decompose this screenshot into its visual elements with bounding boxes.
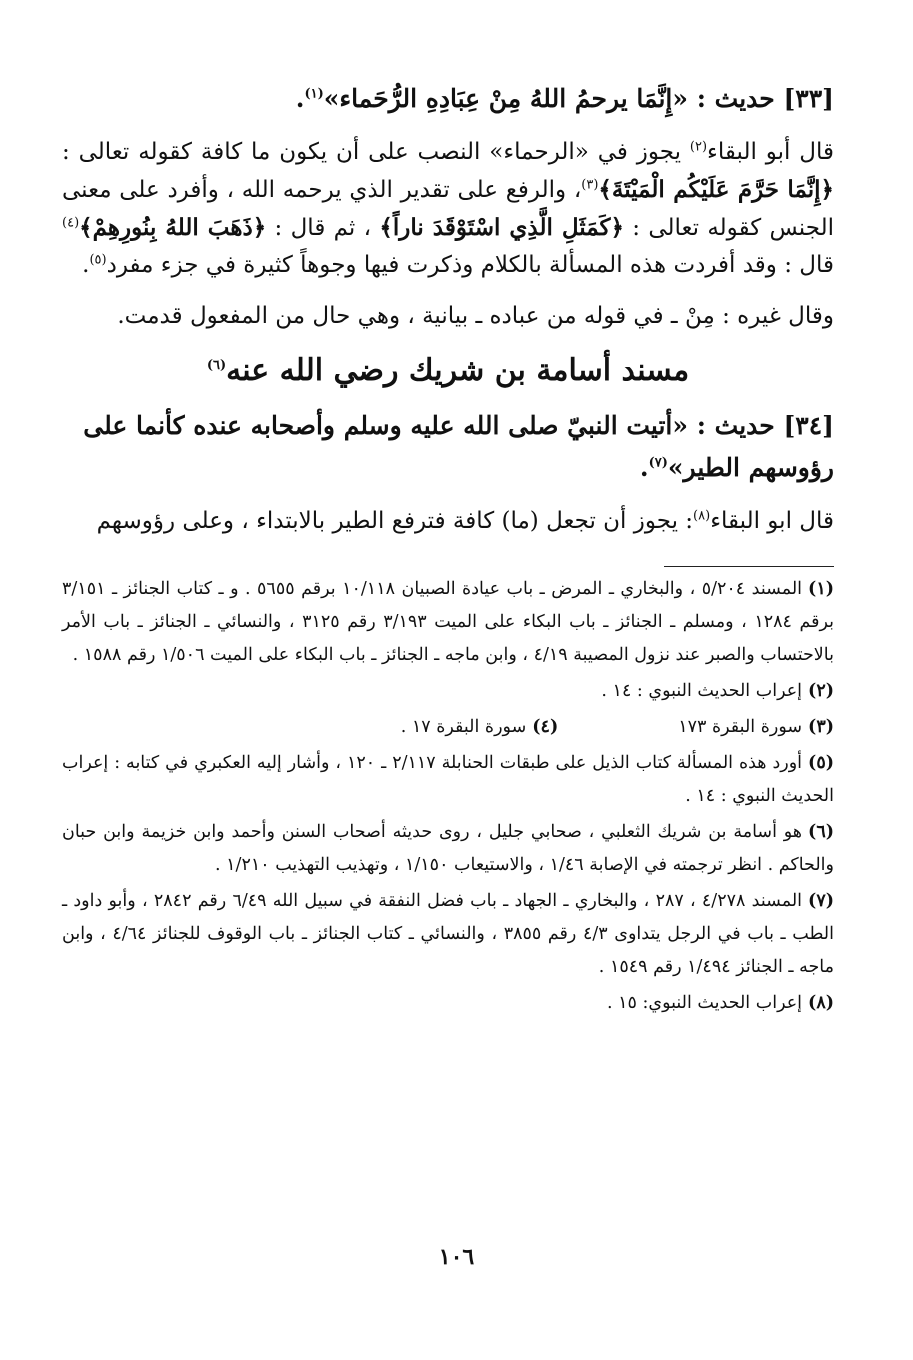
footnote-ref: (٥): [89, 252, 107, 268]
quran-verse: ﴿إِنَّمَا حَرَّمَ عَلَيْكُم الْمَيْتَةَ﴾: [598, 176, 835, 203]
hadith-label: حديث :: [696, 84, 775, 113]
quran-verse: ﴿كَمَثَلِ الَّذِي اسْتَوْقَدَ ناراً﴾: [379, 214, 624, 241]
page-number: ١٠٦: [438, 1244, 475, 1270]
footnote-ref: (٦): [206, 358, 227, 373]
footnote-row-3-4: [62, 711, 834, 744]
hadith-label: حديث :: [696, 411, 775, 440]
hadith-text: «أتيت النبيّ صلى الله عليه وسلم وأصحابه عنده كأنما على رؤوسهم الطير»: [83, 411, 834, 482]
hadith-34: [٣٤] حديث : «أتيت النبيّ صلى الله عليه وسلم وأصحابه عنده كأنما على رؤوسهم الطير»$^{(٧)}$.: [83, 411, 834, 482]
footnote-4: (٤)سورة البقرة ١٧ .: [400, 717, 559, 737]
footnote-8: (٨)إعراب الحديث النبوي: ١٥ .: [606, 993, 834, 1013]
footnote-6: (٦)هو أسامة بن شريك الثعلبي ، صحابي جليل ، روى حديثه أصحاب السنن وأحمد وابن خزيمة وابن حبان والحاكم . انظر ترجمته في الإصابة ١/٤٦ ، والاستيعاب ١/١٥٠ ، وتهذيب التهذيب ١/٢١٠ .: [62, 822, 834, 875]
section-heading: مسند أسامة بن شريك رضي الله عنه$^{(٦)}$: [206, 353, 690, 388]
book-page: [62, 78, 834, 1318]
hadith-33: [٣٣] حديث : «إِنَّمَا يرحمُ اللهُ مِنْ عِبَادِهِ الرُّحَماء»$^{(١)}$.: [295, 84, 834, 113]
footnote-ref: (٢): [689, 139, 708, 155]
hadith-text: «إِنَّمَا يرحمُ اللهُ مِنْ عِبَادِهِ الرُّحَماء»: [323, 84, 688, 113]
footnote-divider: [664, 566, 834, 567]
footnote-ref: (١): [304, 86, 324, 102]
footnote-7: (٧)المسند ٤/٢٧٨ ، ٢٨٧ ، والبخاري ـ الجهاد ـ باب فضل النفقة في سبيل الله ٦/٤٩ رقم ٢٨٤٢ ، وأبو داود ـ الطب ـ باب في الرجل يتداوى ٤/٣ رقم ٣٨٥٥ ، والنسائي ـ كتاب الجنائز ـ باب الوقوف للجنائز ٤/٦٤ ، وابن ماجه ـ الجنائز ١/٤٩٤ رقم ١٥٤٩ .: [62, 891, 835, 977]
footnote-ref: (٣): [581, 177, 599, 193]
footnote-5: (٥)أورد هذه المسألة كتاب الذيل على طبقات الحنابلة ٢/١١٧ ـ ١٢٠ ، وأشار إليه العكبري في كتابه : إعراب الحديث النبوي : ١٤ .: [62, 753, 834, 806]
footnote-ref: (٨): [693, 508, 711, 524]
quran-verse: ﴿ذَهَبَ اللهُ بِنُورِهِمْ﴾: [79, 214, 267, 241]
footnotes: [62, 573, 834, 1020]
hadith-number: [٣٣]: [783, 84, 834, 113]
footnote-ref: (٧): [648, 455, 668, 471]
commentary-paragraph-3: قال ابو البقاء$^{(٨)}$: يجوز أن تجعل (ما) كافة فترفع الطير بالابتداء ، وعلى رؤوسهم: [96, 508, 834, 534]
footnote-2: (٢)إعراب الحديث النبوي : ١٤ .: [601, 681, 834, 701]
commentary-paragraph-2: وقال غيره : مِنْ ـ في قوله من عباده ـ بيانية ، وهي حال من المفعول قدمت.: [117, 303, 834, 329]
footnote-1: (١)المسند ٥/٢٠٤ ، والبخاري ـ المرض ـ باب عيادة الصبيان ١٠/١١٨ برقم ٥٦٥٥ . و ـ كتاب الجنائز ـ ٣/١٥١ برقم ١٢٨٤ ، ومسلم ـ الجنائز ـ باب البكاء على الميت ٣/١٩٣ رقم ٣١٢٥ ، والنسائي ـ الجنائز ـ باب الأمر بالاحتساب والصبر عند نزول المصيبة ٤/١٩ ، وابن ماجه ـ الجنائز ـ باب البكاء على الميت ١/٥٠٦ رقم ١٥٨٨ .: [62, 579, 835, 665]
commentary-paragraph: قال أبو البقاء$^{(٢)}$ يجوز في «الرحماء» النصب على أن يكون ما كافة كقوله تعالى : ﴿إِنَّمَا حَرَّمَ عَلَيْكُم الْمَيْتَةَ﴾$^{(٣)}$، والرفع على تقدير الذي يرحمه الله ، وأفرد على معنى الجنس كقوله تعالى : ﴿كَمَثَلِ الَّذِي اسْتَوْقَدَ ناراً﴾ ، ثم قال : ﴿ذَهَبَ اللهُ بِنُورِهِمْ﴾$^{(٤)}$ قال : وقد أفردت هذه المسألة بالكلام وذكرت فيها وجوهاً كثيرة في جزء مفرد$^{(٥)}$.: [62, 139, 835, 278]
footnote-3: (٣)سورة البقرة ١٧٣: [678, 717, 834, 737]
footnote-ref: (٤): [62, 215, 80, 231]
hadith-number: [٣٤]: [783, 411, 834, 440]
